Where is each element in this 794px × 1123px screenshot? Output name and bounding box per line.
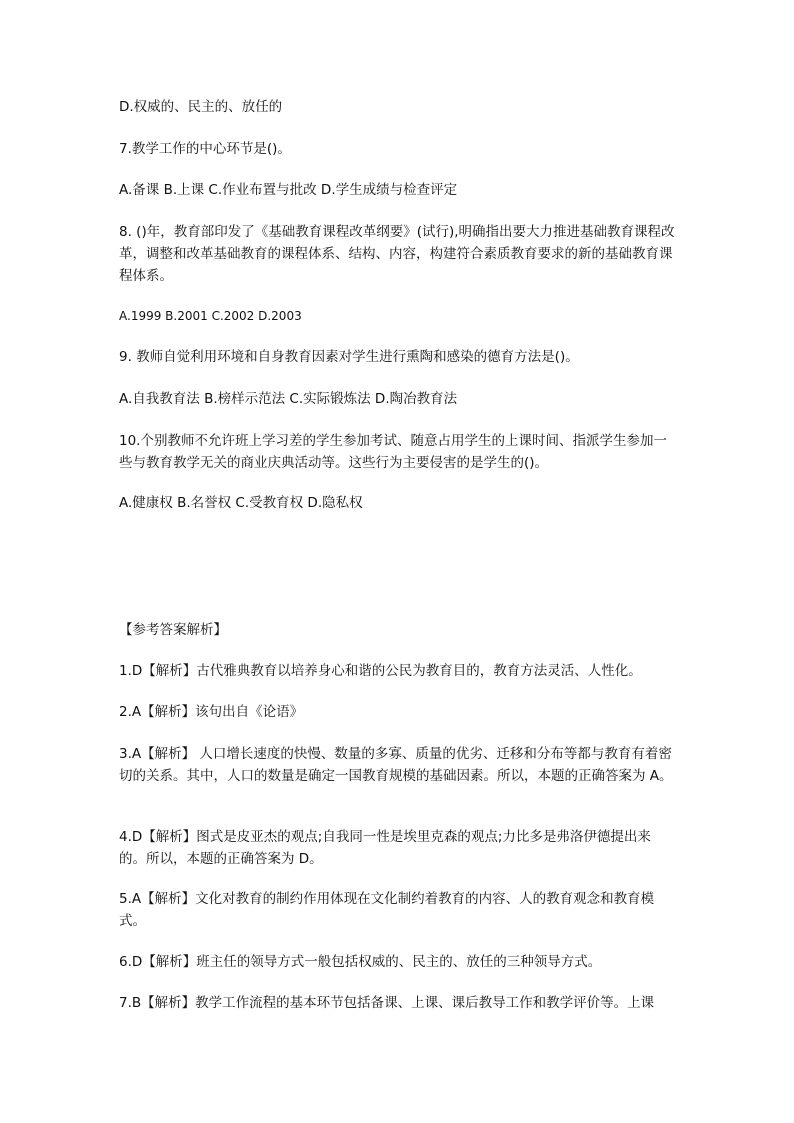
q10-options: A.健康权 B.名誉权 C.受教育权 D.隐私权	[119, 495, 363, 511]
q9-options: A.自我教育法 B.榜样示范法 C.实际锻炼法 D.陶冶教育法	[119, 391, 458, 407]
q6-option-d: D.权威的、民主的、放任的	[119, 99, 283, 115]
q8-options: A.1999 B.2001 C.2002 D.2003	[119, 309, 302, 323]
q7-stem: 7.教学工作的中心环节是()。	[119, 141, 291, 157]
answer-4: 4.D【解析】图式是皮亚杰的观点;自我同一性是埃里克森的观点;力比多是弗洛伊德提出来的。所以，本题的正确答案为 D。	[119, 829, 651, 867]
q9-stem: 9. 教师自觉利用环境和自身教育因素对学生进行熏陶和感染的德育方法是()。	[119, 349, 579, 365]
answers-heading: 【参考答案解析】	[119, 622, 227, 638]
q10-stem: 10.个别教师不允许班上学习差的学生参加考试、随意占用学生的上课时间、指派学生参加一些与教育教学无关的商业庆典活动等。这些行为主要侵害的是学生的()。	[119, 433, 667, 471]
answer-3: 3.A【解析】 人口增长速度的快慢、数量的多寡、质量的优劣、迁移和分布等都与教育有着密切的关系。其中，人口的数量是确定一国教育规模的基础因素。所以，本题的正确答案为 A。	[119, 746, 673, 784]
answer-5: 5.A【解析】文化对教育的制约作用体现在文化制约着教育的内容、人的教育观念和教育模式。	[119, 891, 655, 929]
answer-1: 1.D【解析】古代雅典教育以培养身心和谐的公民为教育目的，教育方法灵活、人性化。	[119, 663, 642, 679]
answer-7: 7.B【解析】教学工作流程的基本环节包括备课、上课、课后教导工作和教学评价等。上课	[119, 995, 655, 1011]
answer-6: 6.D【解析】班主任的领导方式一般包括权威的、民主的、放任的三种领导方式。	[119, 954, 602, 970]
q8-stem: 8. ()年，教育部印发了《基础教育课程改革纲要》(试行),明确指出要大力推进基础教育课程改革，调整和改革基础教育的课程体系、结构、内容，构建符合素质教育要求的新的基础教育课程体系。	[119, 224, 675, 284]
q7-options: A.备课 B.上课 C.作业布置与批改 D.学生成绩与检查评定	[119, 182, 458, 198]
answer-2: 2.A【解析】该句出自《论语》	[119, 704, 304, 720]
